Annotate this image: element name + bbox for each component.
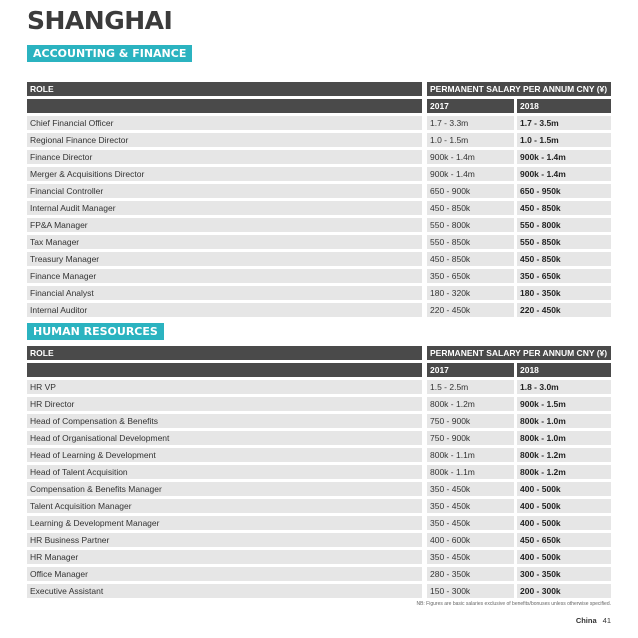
table-row — [27, 201, 611, 215]
table-row — [27, 235, 611, 249]
salary-2017-cell: 750 - 900k — [427, 414, 514, 428]
salary-2018-cell: 800k - 1.2m — [517, 448, 611, 462]
salary-2017-cell: 350 - 450k — [427, 482, 514, 496]
section-tag-hr: HUMAN RESOURCES — [27, 323, 164, 340]
salary-2017-cell: 800k - 1.1m — [427, 448, 514, 462]
salary-2017-cell: 350 - 450k — [427, 516, 514, 530]
salary-2018-cell: 1.8 - 3.0m — [517, 380, 611, 394]
salary-header: PERMANENT SALARY PER ANNUM CNY (¥) — [427, 82, 611, 96]
role-cell: FP&A Manager — [27, 218, 422, 232]
table-row — [27, 533, 611, 547]
table-row — [27, 133, 611, 147]
salary-table-accounting — [27, 82, 611, 317]
role-cell: Head of Organisational Development — [27, 431, 422, 445]
table-row — [27, 397, 611, 411]
table-row — [27, 448, 611, 462]
role-cell: Internal Auditor — [27, 303, 422, 317]
salary-2017-cell: 350 - 650k — [427, 269, 514, 283]
table-row — [27, 465, 611, 479]
salary-2018-cell: 900k - 1.5m — [517, 397, 611, 411]
table-row — [27, 482, 611, 496]
table-row — [27, 499, 611, 513]
year-header-row — [27, 99, 611, 113]
role-cell: Head of Compensation & Benefits — [27, 414, 422, 428]
table-row — [27, 286, 611, 300]
salary-2017-cell: 1.0 - 1.5m — [427, 133, 514, 147]
role-cell: Finance Manager — [27, 269, 422, 283]
role-cell: Financial Analyst — [27, 286, 422, 300]
salary-2018-cell: 800k - 1.2m — [517, 465, 611, 479]
salary-2017-cell: 750 - 900k — [427, 431, 514, 445]
role-cell: Talent Acquisition Manager — [27, 499, 422, 513]
salary-2018-cell: 400 - 500k — [517, 482, 611, 496]
footnote: NB: Figures are basic salaries exclusive of benefits/bonuses unless otherwise specified. — [416, 601, 611, 607]
role-cell: Chief Financial Officer — [27, 116, 422, 130]
salary-2017-cell: 550 - 850k — [427, 235, 514, 249]
salary-2018-cell: 550 - 800k — [517, 218, 611, 232]
table-row — [27, 584, 611, 598]
role-cell: Head of Talent Acquisition — [27, 465, 422, 479]
table-row — [27, 150, 611, 164]
table-row — [27, 269, 611, 283]
salary-2018-cell: 900k - 1.4m — [517, 150, 611, 164]
role-cell: Treasury Manager — [27, 252, 422, 266]
salary-2017-cell: 350 - 450k — [427, 550, 514, 564]
role-cell: Head of Learning & Development — [27, 448, 422, 462]
role-cell: Learning & Development Manager — [27, 516, 422, 530]
role-cell: Finance Director — [27, 150, 422, 164]
role-cell: Executive Assistant — [27, 584, 422, 598]
salary-2018-cell: 180 - 350k — [517, 286, 611, 300]
salary-2018-cell: 400 - 500k — [517, 499, 611, 513]
page-title: SHANGHAI — [27, 6, 173, 35]
role-cell: Merger & Acquisitions Director — [27, 167, 422, 181]
table-row — [27, 414, 611, 428]
role-cell: HR Director — [27, 397, 422, 411]
page-footer — [576, 616, 611, 625]
salary-2017-cell: 900k - 1.4m — [427, 150, 514, 164]
salary-2018-cell: 800k - 1.0m — [517, 431, 611, 445]
table-row — [27, 184, 611, 198]
salary-2017-cell: 800k - 1.2m — [427, 397, 514, 411]
salary-2018-cell: 200 - 300k — [517, 584, 611, 598]
salary-2017-cell: 1.7 - 3.3m — [427, 116, 514, 130]
salary-2018-cell: 400 - 500k — [517, 516, 611, 530]
table-row — [27, 431, 611, 445]
salary-2018-cell: 550 - 850k — [517, 235, 611, 249]
year-2017-header: 2017 — [427, 363, 514, 377]
salary-2018-cell: 220 - 450k — [517, 303, 611, 317]
table-row — [27, 303, 611, 317]
salary-2017-cell: 220 - 450k — [427, 303, 514, 317]
table-row — [27, 516, 611, 530]
role-cell: Tax Manager — [27, 235, 422, 249]
section-tag-accounting: ACCOUNTING & FINANCE — [27, 45, 192, 62]
role-cell: Office Manager — [27, 567, 422, 581]
table-row — [27, 567, 611, 581]
salary-2017-cell: 350 - 450k — [427, 499, 514, 513]
table-row — [27, 167, 611, 181]
salary-2017-cell: 180 - 320k — [427, 286, 514, 300]
role-header: ROLE — [27, 82, 422, 96]
salary-2018-cell: 350 - 650k — [517, 269, 611, 283]
table-row — [27, 218, 611, 232]
salary-2018-cell: 650 - 950k — [517, 184, 611, 198]
table-row — [27, 116, 611, 130]
salary-2018-cell: 450 - 650k — [517, 533, 611, 547]
salary-header: PERMANENT SALARY PER ANNUM CNY (¥) — [427, 346, 611, 360]
salary-2017-cell: 1.5 - 2.5m — [427, 380, 514, 394]
salary-2018-cell: 900k - 1.4m — [517, 167, 611, 181]
role-cell: HR Business Partner — [27, 533, 422, 547]
table-row — [27, 252, 611, 266]
table-row — [27, 380, 611, 394]
year-2017-header: 2017 — [427, 99, 514, 113]
salary-2017-cell: 450 - 850k — [427, 252, 514, 266]
salary-2017-cell: 900k - 1.4m — [427, 167, 514, 181]
salary-2018-cell: 450 - 850k — [517, 252, 611, 266]
page-number: 41 — [602, 616, 611, 625]
salary-2018-cell: 1.0 - 1.5m — [517, 133, 611, 147]
salary-2017-cell: 650 - 900k — [427, 184, 514, 198]
salary-2018-cell: 450 - 850k — [517, 201, 611, 215]
salary-2018-cell: 300 - 350k — [517, 567, 611, 581]
salary-2017-cell: 800k - 1.1m — [427, 465, 514, 479]
role-cell: HR Manager — [27, 550, 422, 564]
role-cell: Internal Audit Manager — [27, 201, 422, 215]
salary-2017-cell: 450 - 850k — [427, 201, 514, 215]
footer-country: China — [575, 616, 597, 625]
role-cell: HR VP — [27, 380, 422, 394]
role-header: ROLE — [27, 346, 422, 360]
salary-2018-cell: 1.7 - 3.5m — [517, 116, 611, 130]
salary-2017-cell: 150 - 300k — [427, 584, 514, 598]
salary-2018-cell: 800k - 1.0m — [517, 414, 611, 428]
table-header-row — [27, 82, 611, 96]
year-header-blank — [27, 363, 422, 377]
salary-2017-cell: 550 - 800k — [427, 218, 514, 232]
salary-2018-cell: 400 - 500k — [517, 550, 611, 564]
table-row — [27, 550, 611, 564]
salary-table-hr — [27, 346, 611, 598]
role-cell: Regional Finance Director — [27, 133, 422, 147]
year-header-blank — [27, 99, 422, 113]
table-header-row — [27, 346, 611, 360]
year-2018-header: 2018 — [517, 363, 611, 377]
salary-2017-cell: 400 - 600k — [427, 533, 514, 547]
role-cell: Financial Controller — [27, 184, 422, 198]
salary-2017-cell: 280 - 350k — [427, 567, 514, 581]
year-2018-header: 2018 — [517, 99, 611, 113]
year-header-row — [27, 363, 611, 377]
role-cell: Compensation & Benefits Manager — [27, 482, 422, 496]
